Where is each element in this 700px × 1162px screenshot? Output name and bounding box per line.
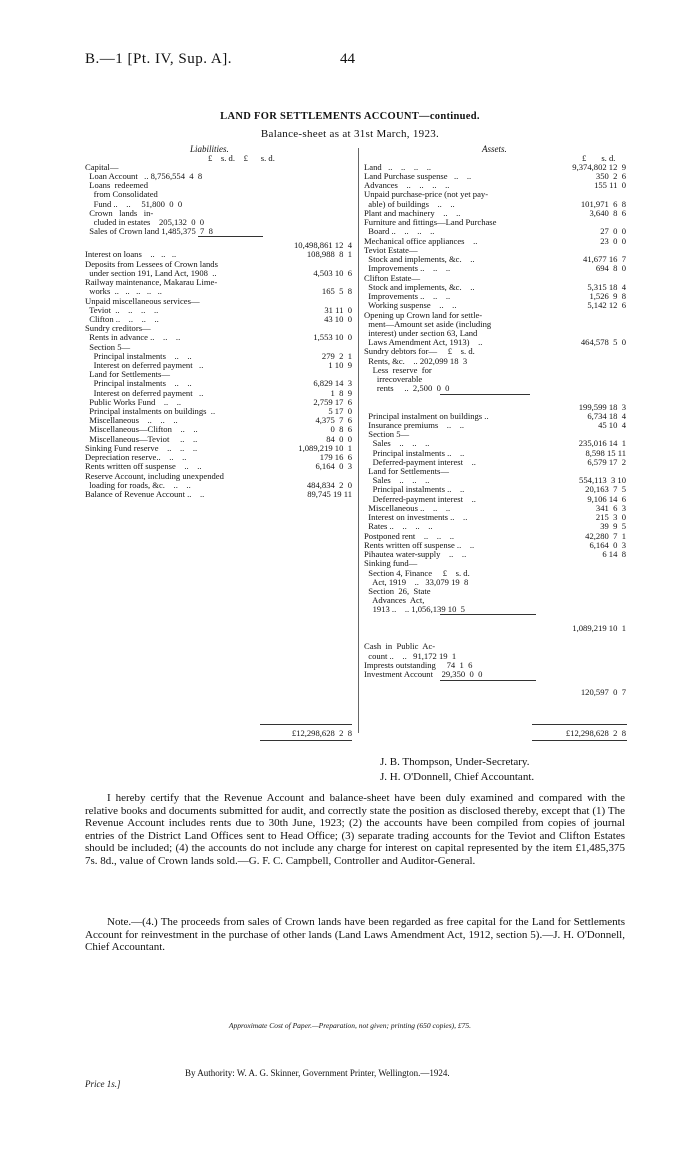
liabilities-line: 5 17 0: [328, 406, 352, 416]
assets-line: ment—Amount set aside (including: [364, 319, 492, 329]
liabilities-line: Reserve Account, including unexpended: [85, 471, 224, 481]
signature-chief-accountant: J. H. O'Donnell, Chief Accountant.: [380, 771, 535, 783]
assets-line: 341 6 3: [595, 503, 626, 513]
assets-line: interest) under section 63, Land: [364, 328, 478, 338]
assets-line: rents .. 2,500 0 0: [364, 383, 450, 393]
assets-line: 464,578 5 0: [580, 337, 626, 347]
liabilities-line: 31 11 0: [324, 305, 352, 315]
page-header-ref: B.—1 [Pt. IV, Sup. A].: [85, 51, 232, 67]
liabilities-line: 1 10 9: [328, 360, 352, 370]
assets-line: count .. .. 91,172 19 1: [364, 651, 457, 661]
assets-line: Mechanical office appliances ..: [364, 236, 478, 246]
assets-line: irrecoverable: [364, 374, 423, 384]
assets-line: Miscellaneous .. .. ..: [364, 503, 451, 513]
account-title: LAND FOR SETTLEMENTS ACCOUNT—continued.: [220, 111, 480, 122]
assets-line: 23 0 0: [600, 236, 626, 246]
assets-line: 6,164 0 3: [589, 540, 626, 550]
assets-line: Rents, &c. .. 202,099 18 3: [364, 356, 468, 366]
assets-line: Stock and implements, &c. ..: [364, 282, 475, 292]
assets-line: Land .. .. .. ..: [364, 162, 432, 172]
liabilities-line: 2,759 17 6: [313, 397, 352, 407]
assets-line: Teviot Estate—: [364, 245, 418, 255]
assets-line: Section 5—: [364, 429, 410, 439]
assets-line: Furniture and fittings—Land Purchase: [364, 217, 497, 227]
liabilities-line: from Consolidated: [85, 189, 158, 199]
liabilities-line: Interest on deferred payment ..: [85, 360, 204, 370]
liabilities-line: 6,829 14 3: [313, 378, 352, 388]
liabilities-line: Miscellaneous .. .. ..: [85, 415, 178, 425]
assets-line: Principal instalments .. ..: [364, 448, 465, 458]
assets-line: 8,598 15 11: [585, 448, 626, 458]
assets-line: Stock and implements, &c. ..: [364, 254, 475, 264]
assets-line: 155 11 0: [594, 180, 626, 190]
liabilities-line: Crown lands in-: [85, 208, 154, 218]
assets-line: 350 2 6: [595, 171, 626, 181]
assets-line: Imprests outstanding 74 1 6: [364, 660, 473, 670]
note-paragraph: Note.—(4.) The proceeds from sales of Crown lands have been regarded as free capital for the Land for Settlements Account for reinvestment in the purchase of other lands (Land Laws Amendment Act, 1912, section 5).—J. H. O'Donnell, Chief Accountant.: [85, 916, 625, 953]
liabilities-line: 484,834 2 0: [306, 480, 352, 490]
liabilities-line: Rents in advance .. .. ..: [85, 332, 181, 342]
liabilities-line: Balance of Revenue Account .. ..: [85, 489, 205, 499]
liabilities-line: 4,375 7 6: [315, 415, 352, 425]
assets-line: Unpaid purchase-price (not yet pay-: [364, 189, 489, 199]
assets-line: Improvements .. .. ..: [364, 263, 451, 273]
liabilities-line: Clifton .. .. .. ..: [85, 314, 159, 324]
liabilities-line: Principal instalments .. ..: [85, 378, 192, 388]
assets-line: Clifton Estate—: [364, 273, 421, 283]
liabilities-line: Interest on deferred payment ..: [85, 388, 204, 398]
assets-line: 6,579 17 2: [587, 457, 626, 467]
assets-line: £ s. d.: [582, 153, 616, 163]
liabilities-line: Land for Settlements—: [85, 369, 170, 379]
liabilities-line: 10,498,861 12 4: [293, 240, 352, 250]
liabilities-line: £12,298,628 2 8: [291, 728, 352, 738]
liabilities-line: 179 16 6: [319, 452, 352, 462]
assets-line: 554,113 3 10: [579, 475, 626, 485]
liabilities-line: 1,089,219 10 1: [298, 443, 352, 453]
assets-line: £12,298,628 2 8: [565, 728, 626, 738]
liabilities-line: Loan Account .. 8,756,554 4 8: [85, 171, 203, 181]
assets-line: 1,089,219 10 1: [572, 623, 626, 633]
liabilities-line: works .. .. .. .. ..: [85, 286, 162, 296]
assets-line: 42,280 7 1: [585, 531, 626, 541]
liabilities-line: Public Works Fund .. ..: [85, 397, 182, 407]
assets-line: Laws Amendment Act, 1913) ..: [364, 337, 483, 347]
asset-cash-rule: [440, 680, 536, 681]
liabilities-line: Miscellaneous—Clifton .. ..: [85, 424, 198, 434]
assets-heading: Assets.: [482, 144, 507, 154]
liab-subtotal-rule: [198, 236, 263, 237]
assets-line: Postponed rent .. .. ..: [364, 531, 454, 541]
liabilities-line: cluded in estates 205,132 0 0: [85, 217, 205, 227]
assets-line: 694 8 0: [595, 263, 626, 273]
liabilities-line: 43 10 0: [324, 314, 352, 324]
liabilities-line: Interest on loans .. .. ..: [85, 249, 177, 259]
signature-under-secretary: J. B. Thompson, Under-Secretary.: [380, 756, 530, 768]
assets-line: Pihautea water-supply .. ..: [364, 549, 467, 559]
assets-line: 5,142 12 6: [587, 300, 626, 310]
liabilities-line: Teviot .. .. .. ..: [85, 305, 159, 315]
assets-line: 120,597 0 7: [580, 687, 626, 697]
liabilities-line: Sinking Fund reserve .. .. ..: [85, 443, 198, 453]
assets-line: Principal instalment on buildings ..: [364, 411, 489, 421]
assets-line: 235,016 14 1: [578, 438, 626, 448]
liabilities-line: Deposits from Lessees of Crown lands: [85, 259, 218, 269]
liabilities-line: 1,553 10 0: [313, 332, 352, 342]
assets-line: 3,640 8 6: [589, 208, 626, 218]
assets-line: Section 4, Finance £ s. d.: [364, 568, 470, 578]
assets-line: Cash in Public Ac-: [364, 641, 436, 651]
liabilities-line: 1 8 9: [330, 388, 352, 398]
assets-line: 27 0 0: [600, 226, 626, 236]
liabilities-line: Section 5—: [85, 342, 131, 352]
assets-line: 215 3 0: [595, 512, 626, 522]
liabilities-line: under section 191, Land Act, 1908 ..: [85, 268, 217, 278]
liabilities-line: 4,503 10 6: [313, 268, 352, 278]
assets-line: 6 14 8: [602, 549, 626, 559]
assets-line: 6,734 18 4: [587, 411, 626, 421]
assets-line: 9,106 14 6: [587, 494, 626, 504]
liabilities-line: Principal instalments on buildings ..: [85, 406, 216, 416]
liabilities-line: 84 0 0: [326, 434, 352, 444]
column-divider: [358, 148, 359, 733]
assets-line: Sales .. .. ..: [364, 438, 430, 448]
liabilities-line: loading for roads, &c. .. ..: [85, 480, 191, 490]
assets-line: Opening up Crown land for settle-: [364, 310, 483, 320]
liabilities-line: Depreciation reserve.. .. ..: [85, 452, 187, 462]
assets-line: 9,374,802 12 9: [572, 162, 626, 172]
liabilities-line: Railway maintenance, Makarau Lime-: [85, 277, 218, 287]
assets-line: 5,315 18 4: [587, 282, 626, 292]
liabilities-line: Sundry creditors—: [85, 323, 151, 333]
asset-sinking-rule: [440, 614, 536, 615]
assets-line: Sundry debtors for— £ s. d.: [364, 346, 475, 356]
assets-line: 1913 .. .. 1,056,139 10 5: [364, 604, 465, 614]
assets-line: Less reserve for: [364, 365, 432, 375]
assets-line: Land Purchase suspense .. ..: [364, 171, 472, 181]
assets-line: 45 10 4: [598, 420, 626, 430]
liabilities-line: Rents written off suspense .. ..: [85, 461, 202, 471]
liabilities-line: Sales of Crown land 1,485,375 7 8: [85, 226, 213, 236]
assets-line: 101,971 6 8: [580, 199, 626, 209]
assets-line: Deferred-payment interest ..: [364, 457, 476, 467]
liabilities-line: Unpaid miscellaneous services—: [85, 296, 200, 306]
liabilities-line: 89,745 19 11: [307, 489, 352, 499]
printer-authority: By Authority: W. A. G. Skinner, Government Printer, Wellington.—1924.: [185, 1068, 450, 1078]
assets-line: Deferred-payment interest ..: [364, 494, 476, 504]
liab-total-rule-bottom: [260, 740, 352, 741]
assets-line: Land for Settlements—: [364, 466, 449, 476]
liabilities-line: Loans redeemed: [85, 180, 148, 190]
liabilities-line: Principal instalments .. ..: [85, 351, 192, 361]
assets-line: Act, 1919 .. 33,079 19 8: [364, 577, 469, 587]
liabilities-line: Capital—: [85, 162, 119, 172]
liabilities-line: 0 8 6: [330, 424, 352, 434]
assets-line: Rents written off suspense .. ..: [364, 540, 475, 550]
asset-total-rule-bottom: [532, 740, 627, 741]
asset-total-rule-top: [532, 724, 627, 725]
assets-line: Section 26, State: [364, 586, 431, 596]
assets-line: 1,526 9 8: [589, 291, 626, 301]
paper-cost-note: Approximate Cost of Paper.—Preparation, not given; printing (650 copies), £75.: [228, 1021, 472, 1030]
audit-certificate: I hereby certify that the Revenue Account and balance-sheet have been duly examined and compared with the relative books and documents submitted for audit, and correctly state the position as disclosed thereby, except that (1) The Revenue Account includes rents due to 30th June, 1923; (2) the accounts have been compiled from copies of journal entries of the District Land Offices sent to Head Office; (3) separate trading accounts for the Teviot and Clifton Estates should be included; (4) the accounts do not include any charge for interest on capital represented by the item £1,485,375 7s. 8d., value of Crown lands sold.—G. F. C. Campbell, Controller and Auditor-General.: [85, 792, 625, 867]
assets-line: 41,677 16 7: [583, 254, 626, 264]
assets-line: Sales .. .. ..: [364, 475, 430, 485]
liabilities-line: 279 2 1: [321, 351, 352, 361]
assets-line: Sinking fund—: [364, 558, 418, 568]
assets-line: 20,163 7 5: [585, 484, 626, 494]
assets-line: Insurance premiums .. ..: [364, 420, 464, 430]
liabilities-line: £ s. d. £ s. d.: [208, 153, 275, 163]
assets-line: Improvements .. .. ..: [364, 291, 451, 301]
assets-line: Advances .. .. .. ..: [364, 180, 450, 190]
liabilities-line: 6,164 0 3: [315, 461, 352, 471]
liabilities-line: Fund .. .. 51,800 0 0: [85, 199, 183, 209]
assets-line: Principal instalments .. ..: [364, 484, 465, 494]
assets-line: Rates .. .. .. ..: [364, 521, 433, 531]
liabilities-heading: Liabilities.: [190, 144, 229, 154]
assets-line: Interest on investments .. ..: [364, 512, 468, 522]
assets-line: Advances Act,: [364, 595, 425, 605]
asset-debtor-rule: [440, 394, 530, 395]
assets-line: 39 9 5: [600, 521, 626, 531]
liabilities-line: 108,988 8 1: [306, 249, 352, 259]
balance-sheet-subtitle: Balance-sheet as at 31st March, 1923.: [260, 128, 440, 140]
liabilities-line: 165 5 8: [321, 286, 352, 296]
assets-line: Investment Account 29,350 0 0: [364, 669, 483, 679]
liabilities-line: Miscellaneous—Teviot .. ..: [85, 434, 198, 444]
assets-line: Board .. .. .. ..: [364, 226, 435, 236]
assets-line: able) of buildings .. ..: [364, 199, 455, 209]
liab-total-rule-top: [260, 724, 352, 725]
assets-line: Working suspense .. ..: [364, 300, 457, 310]
price-label: Price 1s.]: [85, 1079, 121, 1089]
assets-line: Plant and machinery .. ..: [364, 208, 461, 218]
page-number: 44: [340, 51, 355, 67]
assets-line: 199,599 18 3: [578, 402, 626, 412]
